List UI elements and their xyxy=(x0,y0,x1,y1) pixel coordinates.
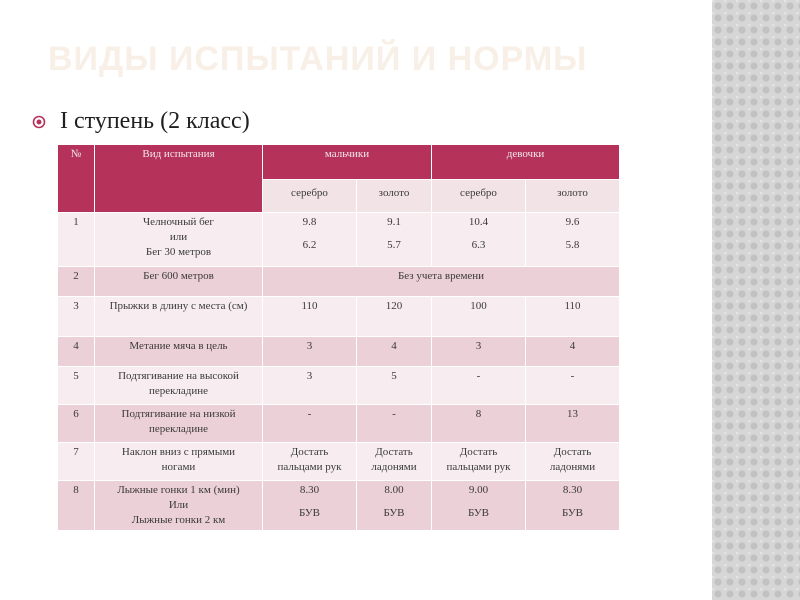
row-number: 6 xyxy=(58,405,95,443)
value-cell: 3 xyxy=(263,367,357,405)
slide-title: ВИДЫ ИСПЫТАНИЙ И НОРМЫ xyxy=(48,40,588,78)
value-line: 6.2 xyxy=(302,239,317,251)
circle-bullet-icon xyxy=(32,115,46,129)
row-number: 5 xyxy=(58,367,95,405)
value-cell: - xyxy=(432,367,526,405)
table-row xyxy=(58,367,620,405)
row-number: 3 xyxy=(58,297,95,337)
value-cell: - xyxy=(357,405,432,443)
value-cell: 3 xyxy=(432,337,526,367)
value-line: 5.7 xyxy=(387,239,401,251)
value-line: пальцами рук xyxy=(277,461,342,473)
value-line: Достать xyxy=(375,446,413,458)
row-number: 8 xyxy=(58,481,95,531)
value-cell: - xyxy=(526,367,620,405)
value-line: 9.1 xyxy=(387,216,401,228)
value-cell xyxy=(526,481,620,531)
value-cell: 8 xyxy=(432,405,526,443)
side-pattern-strip xyxy=(712,0,800,600)
subtitle: I ступень (2 класс) xyxy=(60,108,250,134)
sub-boys-gold: золото xyxy=(357,180,432,213)
test-name: Бег 600 метров xyxy=(95,267,263,297)
value-line: 5.8 xyxy=(565,239,580,251)
test-name-line: Лыжные гонки 2 км xyxy=(131,514,226,526)
sub-boys-silver: серебро xyxy=(263,180,357,213)
test-name xyxy=(95,367,263,405)
row-number: 4 xyxy=(58,337,95,367)
value-line: 8.30 xyxy=(299,484,320,496)
value-line: БУВ xyxy=(298,507,321,519)
value-cell xyxy=(263,481,357,531)
value-span-cell: Без учета времени xyxy=(263,267,620,297)
test-name-line: Наклон вниз с прямыми xyxy=(121,446,236,458)
value-line: ладонями xyxy=(371,461,417,473)
value-line: 6.3 xyxy=(471,239,486,251)
value-line: 9.8 xyxy=(302,216,317,228)
value-cell: 110 xyxy=(263,297,357,337)
table-row xyxy=(58,405,620,443)
test-name xyxy=(95,443,263,481)
test-name-line: ногами xyxy=(161,461,196,473)
value-cell: - xyxy=(263,405,357,443)
header-test: Вид испытания xyxy=(95,145,263,213)
value-line: 8.00 xyxy=(384,484,404,496)
value-line: 8.30 xyxy=(562,484,583,496)
value-line: БУВ xyxy=(383,507,405,519)
header-boys: мальчики xyxy=(263,145,432,180)
value-line: Достать xyxy=(459,446,498,458)
table-row xyxy=(58,443,620,481)
value-cell xyxy=(526,443,620,481)
value-cell: 120 xyxy=(357,297,432,337)
value-line: 9.6 xyxy=(565,216,580,228)
value-line: пальцами рук xyxy=(446,461,511,473)
value-cell xyxy=(357,213,432,267)
value-line: Достать xyxy=(290,446,329,458)
value-cell: 4 xyxy=(526,337,620,367)
subtitle-row xyxy=(32,108,250,135)
value-line: БУВ xyxy=(467,507,490,519)
row-number: 1 xyxy=(58,213,95,267)
value-cell xyxy=(432,213,526,267)
header-num: № xyxy=(58,145,95,213)
test-name xyxy=(95,213,263,267)
test-name-line: или xyxy=(169,231,188,243)
test-name: Прыжки в длину с места (см) xyxy=(95,297,263,337)
value-cell xyxy=(526,213,620,267)
test-name: Метание мяча в цель xyxy=(95,337,263,367)
row-number: 2 xyxy=(58,267,95,297)
value-cell xyxy=(263,213,357,267)
table-row xyxy=(58,481,620,531)
test-name-line: перекладине xyxy=(148,423,209,435)
table-row xyxy=(58,297,620,337)
value-line: Достать xyxy=(553,446,592,458)
header-girls: девочки xyxy=(432,145,620,180)
row-number: 7 xyxy=(58,443,95,481)
value-cell: 4 xyxy=(357,337,432,367)
value-line: ладонями xyxy=(549,461,596,473)
norms-table xyxy=(57,144,620,531)
value-cell xyxy=(432,443,526,481)
value-cell xyxy=(263,443,357,481)
value-cell xyxy=(357,481,432,531)
test-name-line: перекладине xyxy=(148,385,209,397)
table-row xyxy=(58,213,620,267)
table-header-row xyxy=(58,145,620,180)
value-cell: 13 xyxy=(526,405,620,443)
table-row xyxy=(58,267,620,297)
value-cell: 100 xyxy=(432,297,526,337)
test-name-line: Подтягивание на низкой xyxy=(121,408,236,420)
test-name xyxy=(95,405,263,443)
value-line: БУВ xyxy=(561,507,584,519)
sub-girls-gold: золото xyxy=(526,180,620,213)
value-cell: 110 xyxy=(526,297,620,337)
test-name-line: Бег 30 метров xyxy=(145,246,212,258)
test-name xyxy=(95,481,263,531)
sub-girls-silver: серебро xyxy=(432,180,526,213)
value-line: 10.4 xyxy=(468,216,489,228)
test-name-line: Подтягивание на высокой xyxy=(118,370,239,382)
table-row xyxy=(58,337,620,367)
test-name-line: Лыжные гонки 1 км (мин) xyxy=(117,484,240,496)
test-name-line: Или xyxy=(168,499,189,511)
value-cell xyxy=(432,481,526,531)
value-line: 9.00 xyxy=(468,484,489,496)
value-cell xyxy=(357,443,432,481)
test-name-line: Челночный бег xyxy=(143,216,214,228)
value-cell: 3 xyxy=(263,337,357,367)
value-cell: 5 xyxy=(357,367,432,405)
